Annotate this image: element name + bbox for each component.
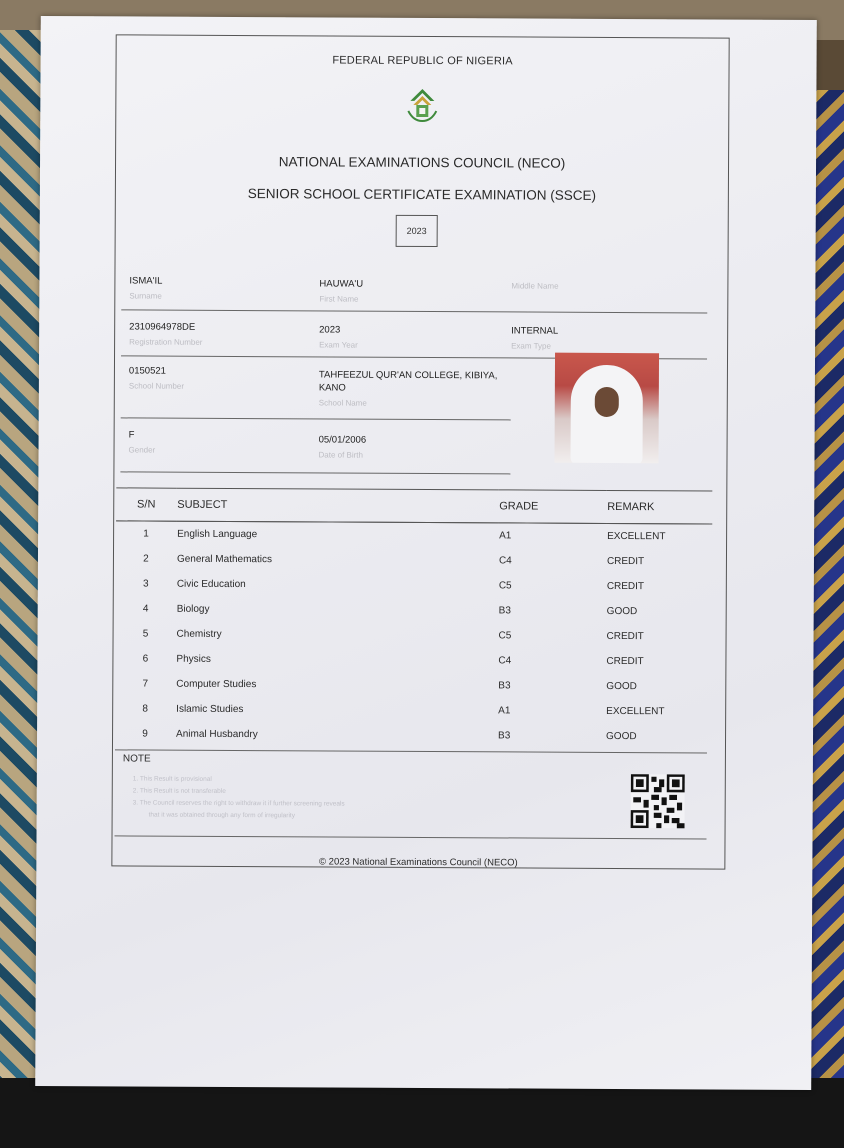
- result-row: [115, 721, 711, 749]
- surname-value: ISMA'IL: [129, 275, 163, 287]
- result-remark: CREDIT: [606, 555, 645, 568]
- school-name-label: School Name: [318, 398, 367, 408]
- divider: [115, 835, 707, 839]
- result-subject: Islamic Studies: [176, 703, 244, 716]
- reg-number-label: Registration Number: [129, 337, 203, 347]
- result-grade: C4: [498, 555, 512, 567]
- divider: [121, 417, 511, 420]
- result-subject: Biology: [176, 603, 210, 615]
- result-sn: 9: [142, 728, 148, 740]
- result-row: [116, 621, 712, 649]
- copyright-footer: © 2023 National Examinations Council (NECO): [319, 856, 518, 869]
- result-slip-frame: [111, 34, 729, 869]
- surname-label: Surname: [129, 291, 162, 301]
- header-subject: SUBJECT: [176, 488, 498, 523]
- result-sn: 5: [142, 628, 149, 640]
- middle-name-label: Middle Name: [511, 281, 559, 291]
- exam-year-box: 2023: [396, 215, 438, 247]
- result-remark: GOOD: [606, 605, 638, 618]
- result-subject: English Language: [177, 528, 258, 541]
- result-row: [116, 596, 712, 624]
- gender-value: F: [128, 429, 135, 441]
- school-number-label: School Number: [128, 381, 185, 391]
- result-remark: EXCELLENT: [607, 530, 666, 543]
- result-grade: B3: [498, 730, 511, 742]
- result-sn: 6: [142, 653, 149, 665]
- header-sn: S/N: [116, 488, 176, 521]
- result-row: [116, 571, 712, 599]
- result-subject: Computer Studies: [176, 678, 257, 691]
- result-subject: Civic Education: [176, 578, 246, 591]
- candidate-photo: [554, 353, 659, 464]
- dob-label: Date of Birth: [318, 450, 364, 460]
- result-sn: 8: [142, 703, 148, 715]
- result-row: [115, 696, 711, 724]
- result-sn: 3: [143, 578, 149, 590]
- result-remark: CREDIT: [606, 580, 645, 593]
- result-subject: Chemistry: [176, 628, 222, 640]
- note-item: that it was obtained through any form of irregularity: [148, 811, 295, 820]
- note-item: 1. This Result is provisional: [132, 775, 212, 783]
- result-row: [115, 646, 711, 674]
- result-remark: EXCELLENT: [606, 705, 665, 718]
- results-table: [115, 487, 712, 749]
- result-slip-paper: [35, 16, 817, 1090]
- result-remark: GOOD: [606, 730, 637, 743]
- divider: [115, 749, 707, 753]
- result-grade: A1: [498, 705, 511, 717]
- qr-code-icon: [631, 774, 685, 828]
- school-number-value: 0150521: [128, 365, 166, 377]
- exam-year-value: 2023: [319, 324, 341, 336]
- result-sn: 7: [142, 678, 149, 690]
- result-row: [116, 521, 712, 550]
- result-grade: B3: [498, 605, 511, 617]
- gender-label: Gender: [128, 445, 156, 455]
- results-header-row: [116, 488, 712, 524]
- exam-type-label: Exam Type: [511, 341, 551, 351]
- exam-heading: SENIOR SCHOOL CERTIFICATE EXAMINATION (SSCE): [247, 186, 597, 203]
- header-remark: REMARK: [606, 490, 712, 524]
- result-row: [116, 546, 712, 574]
- result-grade: C5: [498, 630, 512, 642]
- result-grade: C4: [498, 655, 512, 667]
- note-title: NOTE: [122, 753, 151, 765]
- result-remark: CREDIT: [606, 630, 644, 643]
- first-name-label: First Name: [319, 294, 359, 304]
- result-grade: C5: [498, 580, 512, 592]
- note-item: 2. This Result is not transferable: [132, 787, 226, 795]
- result-subject: Animal Husbandry: [176, 728, 258, 741]
- note-item: 3. The Council reserves the right to withdraw it if further screening reveals: [132, 799, 345, 808]
- federal-heading: FEDERAL REPUBLIC OF NIGERIA: [332, 54, 513, 68]
- first-name-value: HAUWA'U: [319, 278, 364, 290]
- result-remark: GOOD: [606, 680, 637, 693]
- neco-logo-icon: [404, 87, 440, 123]
- result-grade: B3: [498, 680, 511, 692]
- divider: [120, 471, 510, 474]
- result-subject: Physics: [176, 653, 211, 665]
- council-heading: NATIONAL EXAMINATIONS COUNCIL (NECO): [278, 154, 566, 171]
- result-sn: 2: [143, 553, 149, 565]
- result-grade: A1: [499, 530, 512, 542]
- result-row: [115, 671, 711, 699]
- exam-type-value: INTERNAL: [511, 325, 559, 337]
- school-name-value: TAHFEEZUL QUR'AN COLLEGE, KIBIYA, KANO: [318, 369, 498, 394]
- exam-year-label: Exam Year: [319, 340, 358, 350]
- header-grade: GRADE: [498, 490, 606, 524]
- result-subject: General Mathematics: [176, 553, 273, 566]
- reg-number-value: 2310964978DE: [129, 321, 196, 333]
- result-sn: 1: [143, 528, 149, 540]
- result-remark: CREDIT: [606, 655, 644, 668]
- result-sn: 4: [142, 603, 149, 615]
- dob-value: 05/01/2006: [318, 434, 367, 446]
- divider: [121, 309, 707, 313]
